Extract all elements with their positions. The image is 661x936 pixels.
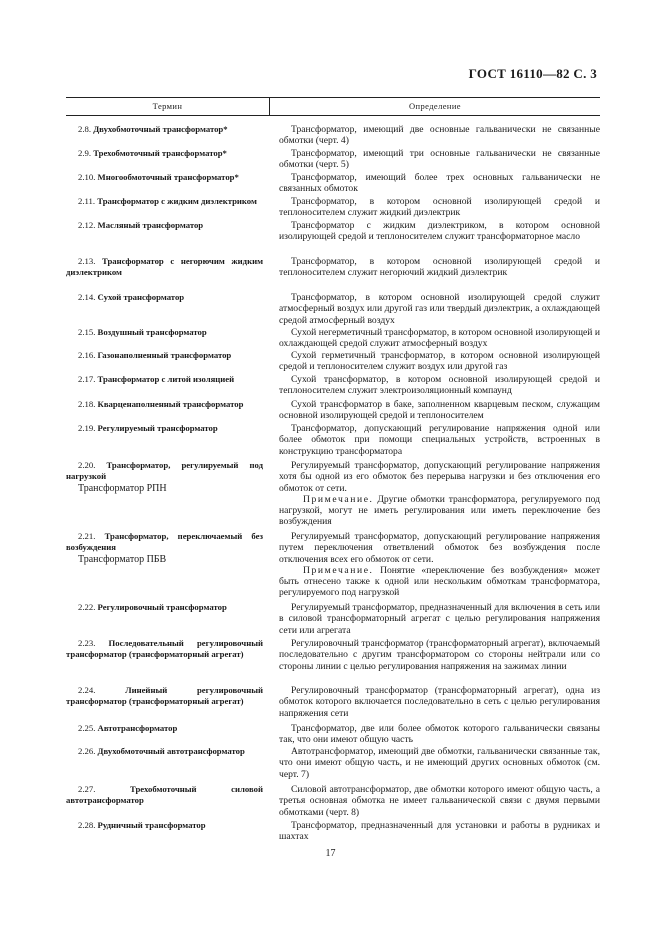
term-number: 2.28.	[78, 820, 96, 830]
term-name: Двухобмоточный трансформатор*	[93, 124, 228, 134]
definition-cell	[279, 292, 600, 326]
definition-text: Регулировочный трансформатор (трансформаторный агрегат), включаемый последовательно с другим трансформатором со стороны нейтрали или со стороны линии с целью регулирования напряжения на зажимах линии	[279, 638, 600, 672]
definition-text: Трансформатор, две или более обмоток которого гальванически связаны так, что они имеют общую часть	[279, 723, 600, 746]
definition-text: Трансформатор, предназначенный для установки и работы в рудниках и шахтах	[279, 820, 600, 843]
definition-cell	[279, 172, 600, 195]
definition-cell	[279, 374, 600, 397]
term-name: Газонаполненный трансформатор	[97, 350, 232, 360]
definition-cell	[279, 256, 600, 279]
definition-cell	[279, 685, 600, 719]
term-name: Трехобмоточный трансформатор*	[93, 148, 227, 158]
definition-text: Трансформатор, в котором основной изолирующей средой служит атмосферный воздух или другой газ или твердый диэлектрик, а охлаждающей средой атмосферный воздух	[279, 292, 600, 326]
definition-cell	[279, 746, 600, 780]
term-number: 2.15.	[78, 327, 96, 337]
term-number: 2.18.	[78, 399, 96, 409]
definition-note	[279, 494, 600, 528]
definition-cell	[279, 399, 600, 422]
definition-cell	[279, 423, 600, 457]
term-number: 2.21.	[78, 531, 96, 541]
term-name: Рудничный трансформатор	[97, 820, 206, 830]
term-cell	[66, 327, 263, 338]
note-text: Другие обмотки трансформатора, регулируемого под нагрузкой, могут не иметь регулирования или иметь переключение без возбуждения	[279, 493, 600, 528]
definition-cell	[279, 602, 600, 636]
term-cell	[66, 220, 263, 231]
term-cell	[66, 602, 263, 613]
definition-cell	[279, 327, 600, 350]
definition-text: Сухой герметичный трансформатор, в котором основной изолирующей средой и теплоносителем служит воздух или другой газ	[279, 350, 600, 373]
term-cell	[66, 256, 263, 278]
term-name: Автотрансформатор	[97, 723, 178, 733]
term-number: 2.24.	[78, 685, 96, 695]
note-label: Примечание.	[303, 564, 374, 576]
column-header-term: Термин	[152, 101, 183, 111]
note-text: Понятие «переключение без возбуждения» может быть отнесено также к одной или нескольким обмоткам трансформатора, регулируемого под нагрузкой	[279, 564, 600, 599]
term-cell	[66, 784, 263, 806]
term-cell	[66, 638, 263, 660]
table-top-rule	[66, 97, 600, 98]
term-number: 2.22.	[78, 602, 96, 612]
term-number: 2.20.	[78, 460, 96, 470]
definition-text: Трансформатор, имеющий три основные гальванически не связанные обмотки (черт. 5)	[279, 148, 600, 171]
term-cell	[66, 531, 263, 565]
term-number: 2.16.	[78, 350, 96, 360]
term-cell	[66, 124, 263, 135]
term-number: 2.17.	[78, 374, 96, 384]
definition-text: Регулируемый трансформатор, предназначенный для включения в сеть или в силовой трансформаторный агрегат с целью регулирования напряжения сети или агрегата	[279, 602, 600, 636]
definition-text: Регулируемый трансформатор, допускающий регулирование напряжения хотя бы одной из его обмоток без перерыва нагрузки и без отключения его обмоток от сети.	[279, 460, 600, 494]
definition-cell	[279, 124, 600, 147]
term-name: Трехобмоточный силовой автотрансформатор	[66, 784, 263, 805]
definition-cell	[279, 220, 600, 243]
definition-text: Сухой трансформатор в баке, заполненном кварцевым песком, служащим основной изолирующей средой и теплоносителем	[279, 399, 600, 422]
term-cell	[66, 685, 263, 707]
definition-cell	[279, 350, 600, 373]
term-name: Трансформатор, переключаемый без возбуждения	[66, 531, 263, 552]
term-name: Трансформатор с жидким диэлектриком	[97, 196, 257, 206]
definition-text: Регулируемый трансформатор, допускающий регулирование напряжения путем переключения ответвлений обмоток без возбуждения после отключения всех его обмоток от сети.	[279, 531, 600, 565]
term-cell	[66, 196, 263, 207]
term-name: Регулировочный трансформатор	[97, 602, 227, 612]
term-number: 2.13.	[78, 256, 96, 266]
term-number: 2.25.	[78, 723, 96, 733]
column-header-definition: Определение	[409, 101, 461, 111]
term-name: Линейный регулировочный трансформатор (трансформаторный агрегат)	[66, 685, 263, 706]
term-name: Трансформатор с литой изоляцией	[97, 374, 235, 384]
term-number: 2.14.	[78, 292, 96, 302]
definition-cell	[279, 531, 600, 599]
term-cell	[66, 820, 263, 831]
term-cell	[66, 746, 263, 757]
term-number: 2.11.	[78, 196, 96, 206]
term-name: Масляный трансформатор	[97, 220, 204, 230]
definition-text: Трансформатор, допускающий регулирование напряжения одной или более обмоток при помощи специальных устройств, встроенных в конструкцию трансформатора	[279, 423, 600, 457]
term-cell	[66, 723, 263, 734]
definition-cell	[279, 196, 600, 219]
definition-note	[279, 565, 600, 599]
term-cell	[66, 350, 263, 361]
term-abbreviation: Трансформатор ПБВ	[78, 554, 167, 565]
term-name: Многообмоточный трансформатор*	[97, 172, 239, 182]
term-cell	[66, 374, 263, 385]
term-cell	[66, 423, 263, 434]
term-number: 2.26.	[78, 746, 96, 756]
term-name: Двухобмоточный автотрансформатор	[97, 746, 245, 756]
page-number: 17	[325, 848, 336, 859]
term-name: Трансформатор, регулируемый под нагрузкой	[66, 460, 264, 481]
term-abbreviation: Трансформатор РПН	[78, 483, 167, 494]
term-number: 2.8.	[78, 124, 92, 134]
term-name: Трансформатор с негорючим жидким диэлектриком	[66, 256, 263, 277]
term-name: Воздушный трансформатор	[97, 327, 207, 337]
definition-text: Трансформатор, имеющий более трех основных гальванически не связанных обмоток	[279, 172, 600, 195]
term-name: Сухой трансформатор	[97, 292, 185, 302]
term-cell	[66, 148, 263, 159]
definition-cell	[279, 638, 600, 672]
term-name: Последовательный регулировочный трансформатор (трансформаторный агрегат)	[66, 638, 263, 659]
note-label: Примечание.	[303, 493, 374, 505]
term-cell	[66, 399, 263, 410]
definition-text: Трансформатор, в котором основной изолирующей средой и теплоносителем служит негорючий жидкий диэлектрик	[279, 256, 600, 279]
term-number: 2.27.	[78, 784, 96, 794]
definition-cell	[279, 460, 600, 528]
definition-cell	[279, 820, 600, 843]
term-cell	[66, 172, 263, 183]
definition-text: Силовой автотрансформатор, две обмотки которого имеют общую часть, а третья основная обмотка не имеет гальванической связи с двумя первыми обмотками (черт. 8)	[279, 784, 600, 818]
definition-cell	[279, 723, 600, 746]
term-name: Кварценаполненный трансформатор	[97, 399, 244, 409]
term-name: Регулируемый трансформатор	[97, 423, 218, 433]
definition-text: Трансформатор, в котором основной изолирующей средой и теплоносителем служит жидкий диэлектрик	[279, 196, 600, 219]
definition-text: Автотрансформатор, имеющий две обмотки, гальванически связанные так, что они имеют общую часть, и не имеющий других основных обмоток (см. черт. 7)	[279, 746, 600, 780]
term-number: 2.12.	[78, 220, 96, 230]
term-number: 2.19.	[78, 423, 96, 433]
definition-cell	[279, 148, 600, 171]
definition-text: Трансформатор с жидким диэлектриком, в котором основной изолирующей средой и теплоносителем служит трансформаторное масло	[279, 220, 600, 243]
definition-text: Регулировочный трансформатор (трансформаторный агрегат), одна из обмоток которого включается последовательно в сеть с целью регулирования напряжения сети	[279, 685, 600, 719]
definition-text: Сухой трансформатор, в котором основной изолирующей средой и теплоносителем служит электроизоляционный компаунд	[279, 374, 600, 397]
table-header-rule	[66, 115, 600, 116]
term-number: 2.23.	[78, 638, 96, 648]
document-code: ГОСТ 16110—82 С. 3	[468, 66, 597, 81]
definition-text: Трансформатор, имеющий две основные гальванически не связанные обмотки (черт. 4)	[279, 124, 600, 147]
term-cell	[66, 460, 263, 494]
term-number: 2.9.	[78, 148, 92, 158]
definition-text: Сухой негерметичный трансформатор, в котором основной изолирующей и охлаждающей средой служит атмосферный воздух	[279, 327, 600, 350]
term-cell	[66, 292, 263, 303]
term-number: 2.10.	[78, 172, 96, 182]
definition-cell	[279, 784, 600, 818]
